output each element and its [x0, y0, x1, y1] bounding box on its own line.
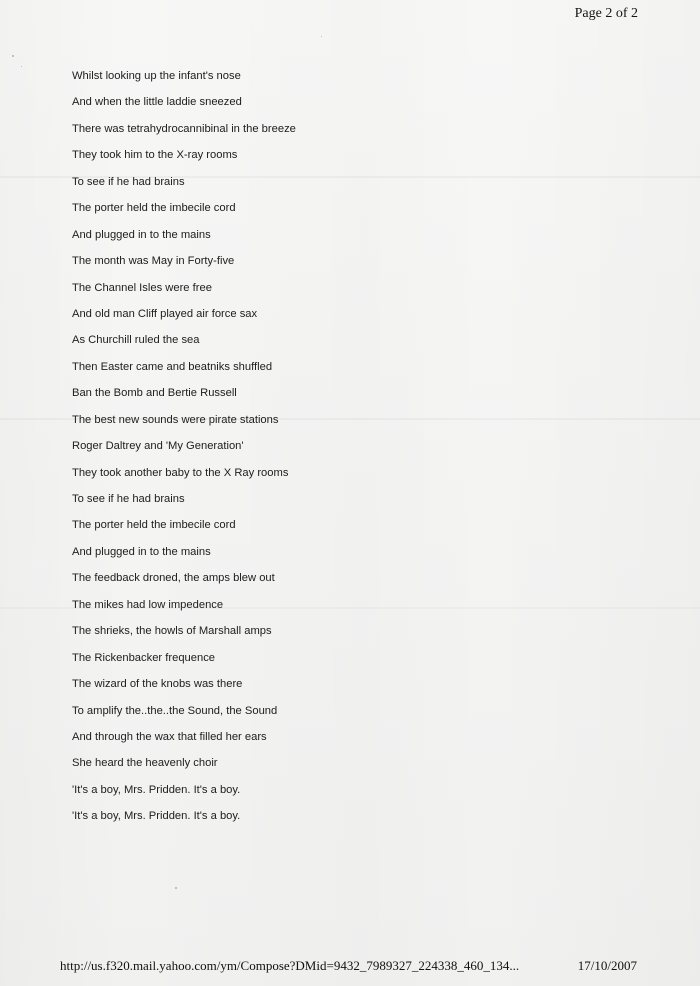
poem-line-7: And plugged in to the mains — [72, 228, 211, 241]
poem-line-25: To amplify the..the..the Sound, the Sound — [72, 704, 278, 717]
poem-line-6: The porter held the imbecile cord — [72, 202, 236, 215]
poem-line-16: They took another baby to the X Ray rooms — [72, 466, 289, 479]
poem-line-5: To see if he had brains — [72, 175, 185, 188]
poem-line-28: 'It's a boy, Mrs. Pridden. It's a boy. — [72, 783, 241, 796]
poem-line-3: There was tetrahydrocannibinal in the breeze — [72, 122, 296, 135]
poem-line-24: The wizard of the knobs was there — [72, 678, 243, 691]
poem-line-22: The shrieks, the howls of Marshall amps — [72, 625, 272, 638]
scan-speck — [12, 55, 14, 57]
poem-line-4: They took him to the X-ray rooms — [72, 149, 238, 162]
scan-speck — [175, 887, 177, 889]
source-url: http://us.f320.mail.yahoo.com/ym/Compose?DMid=9432_7989327_224338_460_134... — [60, 958, 520, 973]
poem-line-15: Roger Daltrey and 'My Generation' — [72, 440, 244, 453]
poem-line-10: And old man Cliff played air force sax — [72, 307, 258, 320]
page-number: Page 2 of 2 — [574, 6, 638, 21]
poem-line-9: The Channel Isles were free — [72, 281, 212, 294]
scan-speck — [321, 36, 322, 37]
poem-line-29: 'It's a boy, Mrs. Pridden. It's a boy. — [72, 810, 241, 823]
poem-line-13: Ban the Bomb and Bertie Russell — [72, 387, 237, 400]
poem-line-1: Whilst looking up the infant's nose — [72, 70, 241, 82]
poem-line-27: She heard the heavenly choir — [72, 757, 218, 770]
poem-text — [72, 70, 492, 837]
poem-line-2: And when the little laddie sneezed — [72, 96, 242, 109]
poem-line-14: The best new sounds were pirate stations — [72, 413, 279, 426]
poem-line-18: The porter held the imbecile cord — [72, 519, 236, 532]
print-date: 17/10/2007 — [577, 958, 637, 973]
scan-speck — [21, 66, 22, 67]
poem-line-21: The mikes had low impedence — [72, 598, 224, 611]
poem-line-12: Then Easter came and beatniks shuffled — [72, 360, 273, 373]
poem-line-20: The feedback droned, the amps blew out — [72, 572, 275, 585]
poem-line-23: The Rickenbacker frequence — [72, 651, 216, 664]
poem-line-19: And plugged in to the mains — [72, 545, 211, 558]
poem-line-26: And through the wax that filled her ears — [72, 730, 267, 743]
poem-line-8: The month was May in Forty-five — [72, 255, 235, 268]
poem-line-17: To see if he had brains — [72, 493, 185, 505]
poem-line-11: As Churchill ruled the sea — [72, 334, 200, 347]
